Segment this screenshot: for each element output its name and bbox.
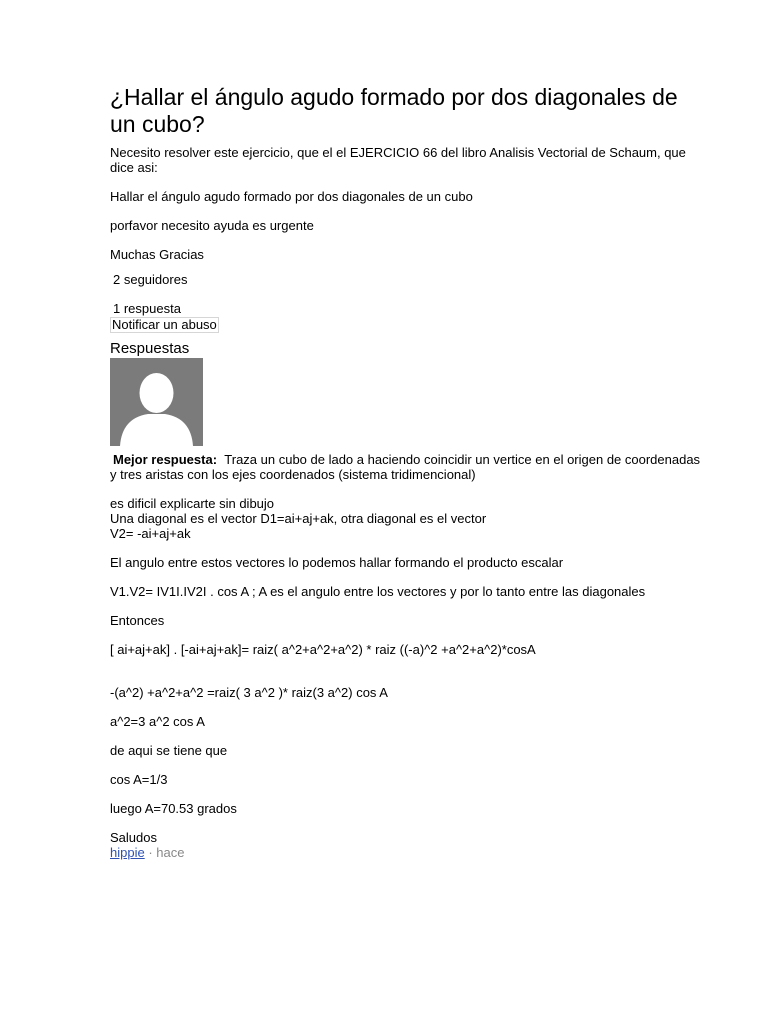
answer-line: es dificil explicarte sin dibujo: [110, 496, 275, 511]
question-body-text: Hallar el ángulo agudo formado por dos diagonales de un cubo: [110, 189, 473, 204]
answer-line: Entonces: [110, 613, 165, 628]
question-body-text: Necesito resolver este ejercicio, que el el EJERCICIO 66 del libro Analisis Vectorial de Schaum, que dice asi:: [110, 145, 686, 175]
question-page: [110, 84, 710, 873]
answer-line: Una diagonal es el vector D1=ai+aj+ak, otra diagonal es el vector: [110, 511, 487, 526]
best-answer-label: Mejor respuesta:: [113, 452, 218, 467]
answer-line: a^2=3 a^2 cos A: [110, 714, 205, 729]
followers-count: 2 seguidores: [113, 272, 188, 287]
best-answer-text: Traza un cubo de lado a haciendo coincidir un vertice en el origen de coordenadas y tres aristas con los ejes coordenados (sistema tridimencional): [110, 452, 701, 482]
default-user-icon: [110, 358, 203, 446]
answer-line: [ ai+aj+ak] . [-ai+aj+ak]= raiz( a^2+a^2+a^2) * raiz ((-a)^2 +a^2+a^2)*cosA: [110, 642, 536, 657]
answer-line: -(a^2) +a^2+a^2 =raiz( 3 a^2 )* raiz(3 a^2) cos A: [110, 685, 388, 700]
answers-section-title: Respuestas: [110, 340, 190, 357]
answer-line: luego A=70.53 grados: [110, 801, 237, 816]
question-body-text: Muchas Gracias: [110, 247, 204, 262]
author-link[interactable]: hippie: [110, 845, 145, 860]
answer-timestamp: hace: [156, 845, 185, 860]
answer-line: Saludos: [110, 830, 157, 845]
answer-line: cos A=1/3: [110, 772, 168, 787]
question-title: ¿Hallar el ángulo agudo formado por dos diagonales de un cubo?: [110, 84, 678, 137]
answer-count: 1 respuesta: [113, 301, 181, 316]
answer-line: El angulo entre estos vectores lo podemos hallar formando el producto escalar: [110, 555, 564, 570]
avatar: [110, 358, 203, 446]
answer-line: V1.V2= IV1I.IV2I . cos A ; A es el angulo entre los vectores y por lo tanto entre las diagonales: [110, 584, 646, 599]
question-body-text: porfavor necesito ayuda es urgente: [110, 218, 314, 233]
answer-line: de aqui se tiene que: [110, 743, 228, 758]
answer-author-line: [110, 845, 710, 860]
separator: ·: [148, 845, 153, 860]
best-answer-intro: [110, 452, 710, 482]
answer-line: V2= -ai+aj+ak: [110, 526, 191, 541]
report-abuse-button[interactable]: Notificar un abuso: [112, 317, 217, 332]
